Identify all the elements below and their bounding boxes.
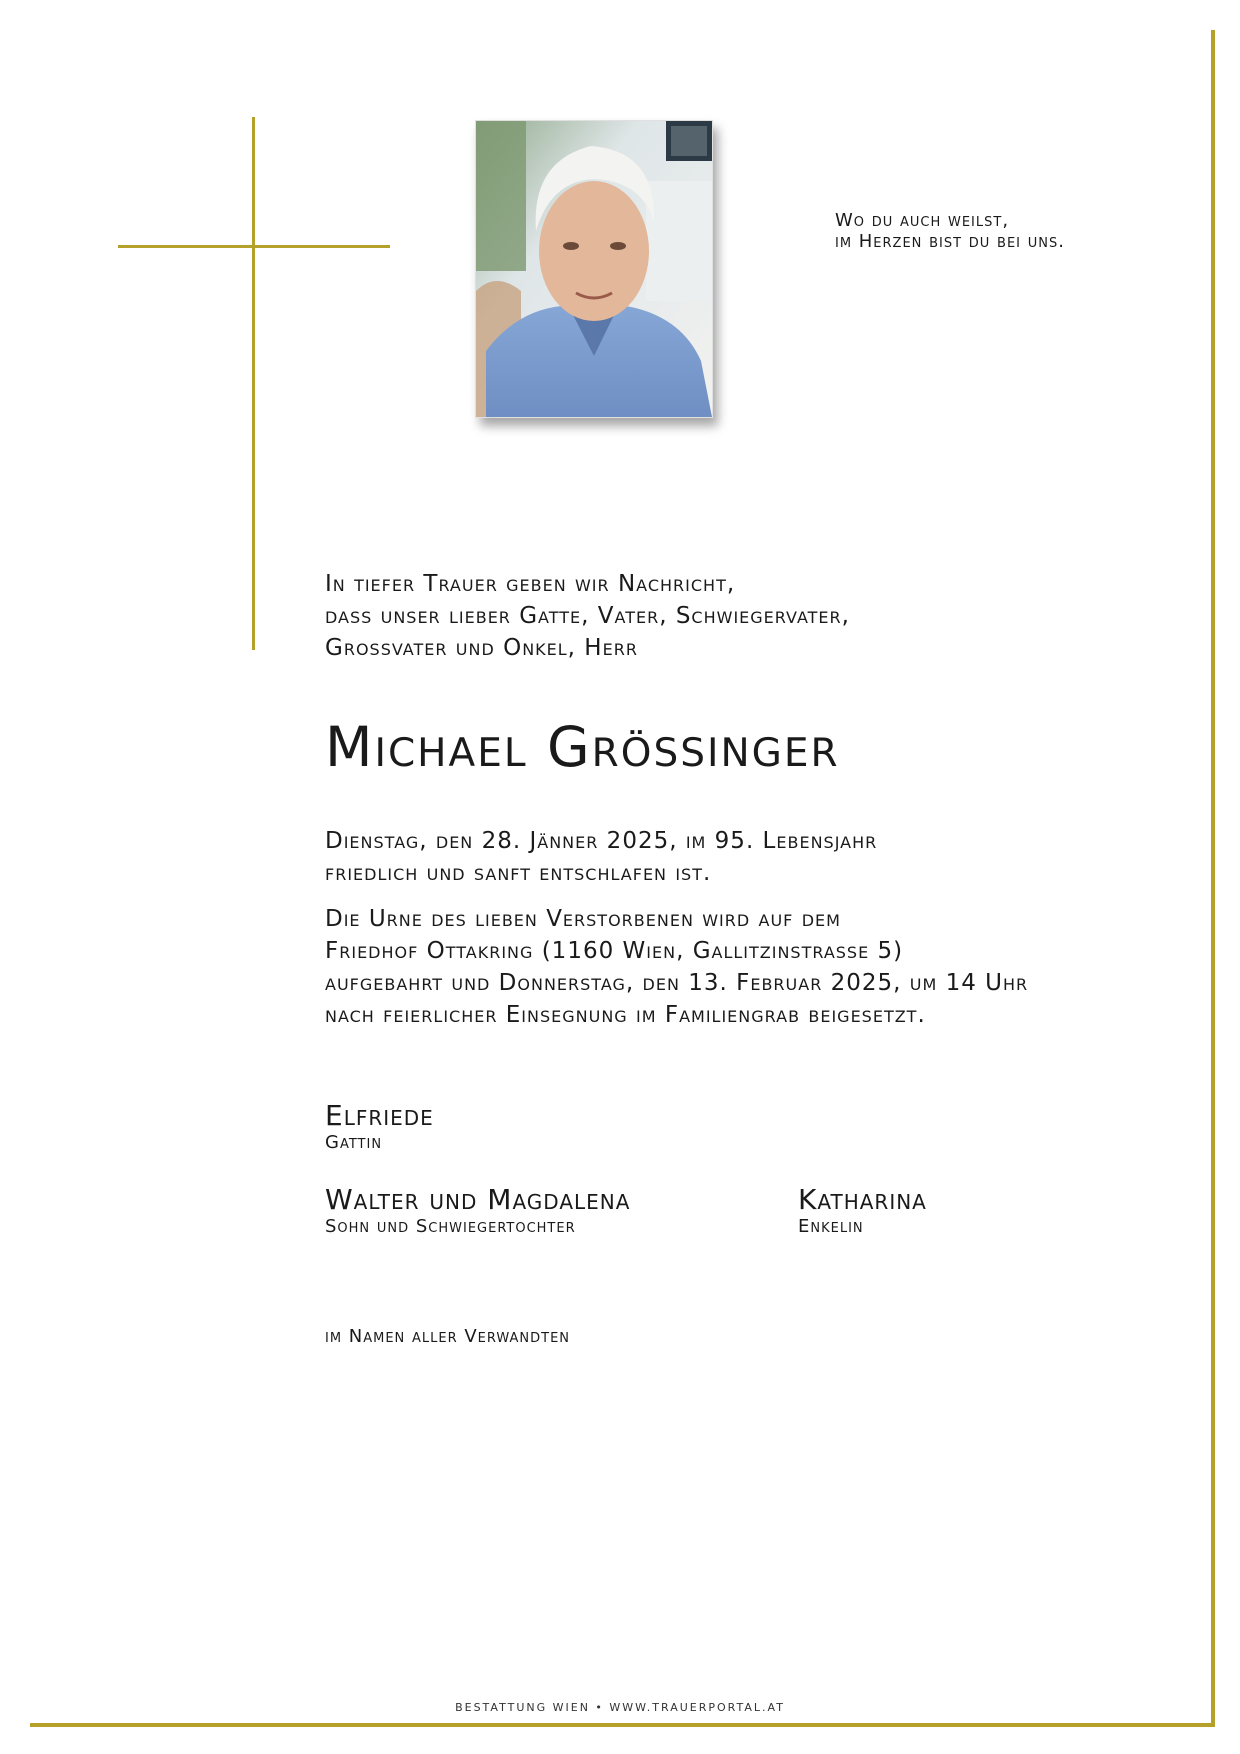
mourner-entry [798,1184,927,1238]
intro-line-2: dass unser lieber Gatte, Vater, Schwiegervater, [325,603,850,629]
quote-line-2: im Herzen bist du bei uns. [835,231,1065,252]
frame-line-bottom [30,1723,1215,1727]
mourner-entry [325,1184,630,1238]
cross-horizontal-bar [118,245,390,248]
funeral-info-line-2: Friedhof Ottakring (1160 Wien, Gallitzinstrasse 5) [325,938,904,964]
mourner-role: Gattin [325,1132,383,1153]
portrait-photo [475,120,713,418]
mourner-role: Sohn und Schwiegertochter [325,1216,576,1237]
death-info-line-2: friedlich und sanft entschlafen ist. [325,860,712,886]
intro-line-3: Grossvater und Onkel, Herr [325,635,638,661]
funeral-info [325,903,1185,1031]
funeral-info-line-1: Die Urne des lieben Verstorbenen wird auf dem [325,906,841,932]
mourner-name: Walter und Magdalena [325,1183,631,1216]
death-info-line-1: Dienstag, den 28. Jänner 2025, im 95. Lebensjahr [325,828,878,854]
funeral-info-line-3: aufgebahrt und Donnerstag, den 13. Februar 2025, um 14 Uhr [325,970,1029,996]
mourner-entry [325,1100,434,1154]
footer-credit: BESTATTUNG WIEN • WWW.TRAUERPORTAL.AT [455,1701,785,1714]
deceased-name: Michael Grössinger [325,715,840,779]
portrait-illustration [476,121,712,417]
memorial-quote [835,210,1175,252]
cross-vertical-bar [252,117,255,650]
funeral-info-line-4: nach feierlicher Einsegnung im Familiengrab beigesetzt. [325,1002,926,1028]
intro-line-1: In tiefer Trauer geben wir Nachricht, [325,571,736,597]
mourner-role: Enkelin [798,1216,864,1237]
mourner-name: Katharina [798,1183,927,1216]
frame-line-right [1211,30,1215,1727]
quote-line-1: Wo du auch weilst, [835,210,1010,231]
death-info [325,825,1165,889]
announcement-intro [325,568,1165,664]
signature-line: im Namen aller Verwandten [325,1326,571,1347]
mourner-name: Elfriede [325,1099,434,1132]
